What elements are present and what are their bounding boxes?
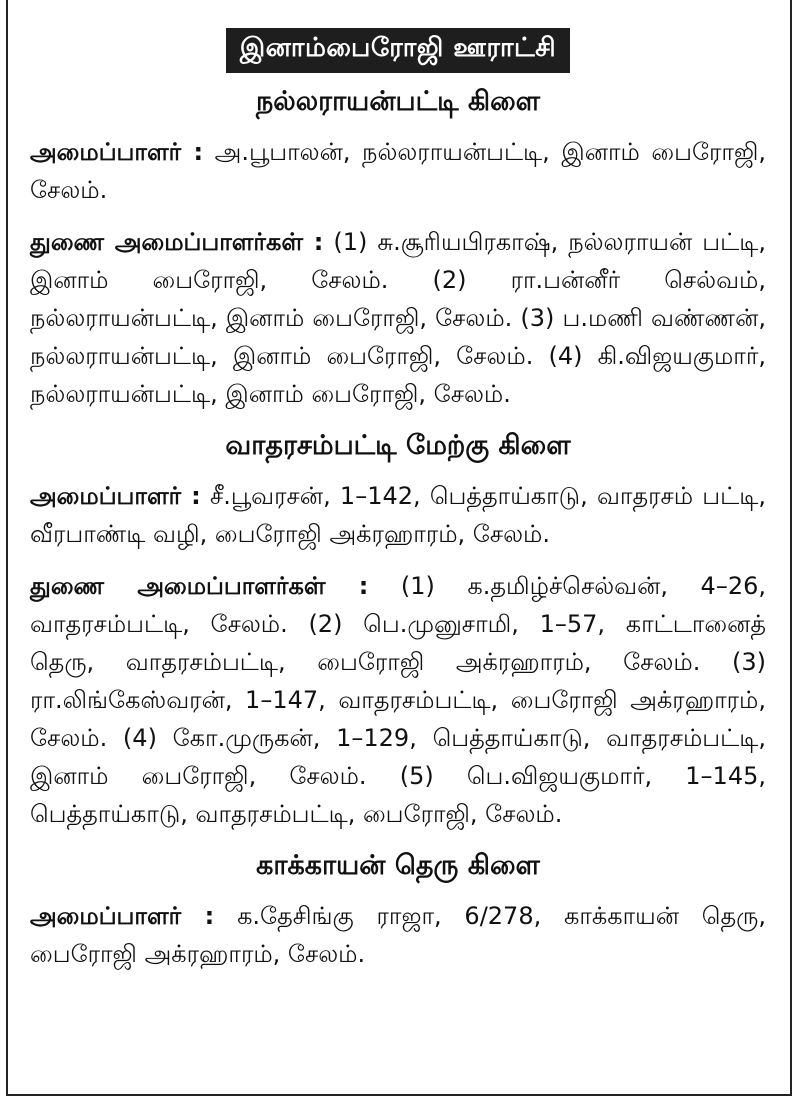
banner-wrap	[30, 28, 766, 73]
branch-section-3	[30, 847, 766, 973]
branch-section-2	[30, 427, 766, 833]
organizer-text: சீ.பூவரசன், 1–142, பெத்தாய்காடு, வாதரசம் பட்டி, வீரபாண்டி வழி, பைரோஜி அக்ரஹாரம், சேலம்.	[30, 482, 766, 548]
deputy-label: துணை அமைப்பாளர்கள் :	[30, 228, 324, 256]
panchayat-banner: இனாம்பைரோஜி ஊராட்சி	[226, 28, 570, 73]
organizer-paragraph	[30, 133, 766, 209]
organizer-text: க.தேசிங்கு ராஜா, 6/278, காக்காயன் தெரு, பைரோஜி அக்ரஹாரம், சேலம்.	[30, 902, 766, 968]
deputy-paragraph	[30, 223, 766, 413]
branch-title: நல்லராயன்பட்டி கிளை	[255, 86, 541, 117]
document-body	[30, 28, 766, 987]
deputy-text: (1) க.தமிழ்ச்செல்வன், 4–26, வாதரசம்பட்டி, சேலம். (2) பெ.முனுசாமி, 1–57, காட்டானைத் தெரு, வாதரசம்பட்டி, பைரோஜி அக்ரஹாரம், சேலம். (3) ரா.லிங்கேஸ்வரன், 1–147, வாதரசம்பட்டி, பைரோஜி அக்ரஹாரம், சேலம். (4) கோ.முருகன், 1–129, பெத்தாய்காடு, வாதரசம்பட்டி, இனாம் பைரோஜி, சேலம். (5) பெ.விஜயகுமார், 1–145, பெத்தாய்காடு, வாதரசம்பட்டி, பைரோஜி, சேலம்.	[30, 572, 766, 828]
organizer-label: அமைப்பாளர் :	[30, 482, 201, 510]
deputy-text: (1) சு.சூரியபிரகாஷ், நல்லராயன் பட்டி, இனாம் பைரோஜி, சேலம். (2) ரா.பன்னீர் செல்வம், நல்லராயன்பட்டி, இனாம் பைரோஜி, சேலம். (3) ப.மணி வண்ணன், நல்லராயன்பட்டி, இனாம் பைரோஜி, சேலம். (4) கி.விஜயகுமார், நல்லராயன்பட்டி, இனாம் பைரோஜி, சேலம்.	[30, 228, 766, 408]
organizer-label: அமைப்பாளர் :	[30, 902, 215, 930]
organizer-text: அ.பூபாலன், நல்லராயன்பட்டி, இனாம் பைரோஜி, சேலம்.	[30, 138, 766, 204]
organizer-label: அமைப்பாளர் :	[30, 138, 204, 166]
branch-section-1	[30, 83, 766, 413]
deputy-paragraph	[30, 567, 766, 833]
deputy-label: துணை அமைப்பாளர்கள் :	[30, 572, 369, 600]
branch-title: வாதரசம்பட்டி மேற்கு கிளை	[225, 430, 571, 461]
branch-title: காக்காயன் தெரு கிளை	[256, 850, 540, 881]
organizer-paragraph	[30, 897, 766, 973]
organizer-paragraph	[30, 477, 766, 553]
